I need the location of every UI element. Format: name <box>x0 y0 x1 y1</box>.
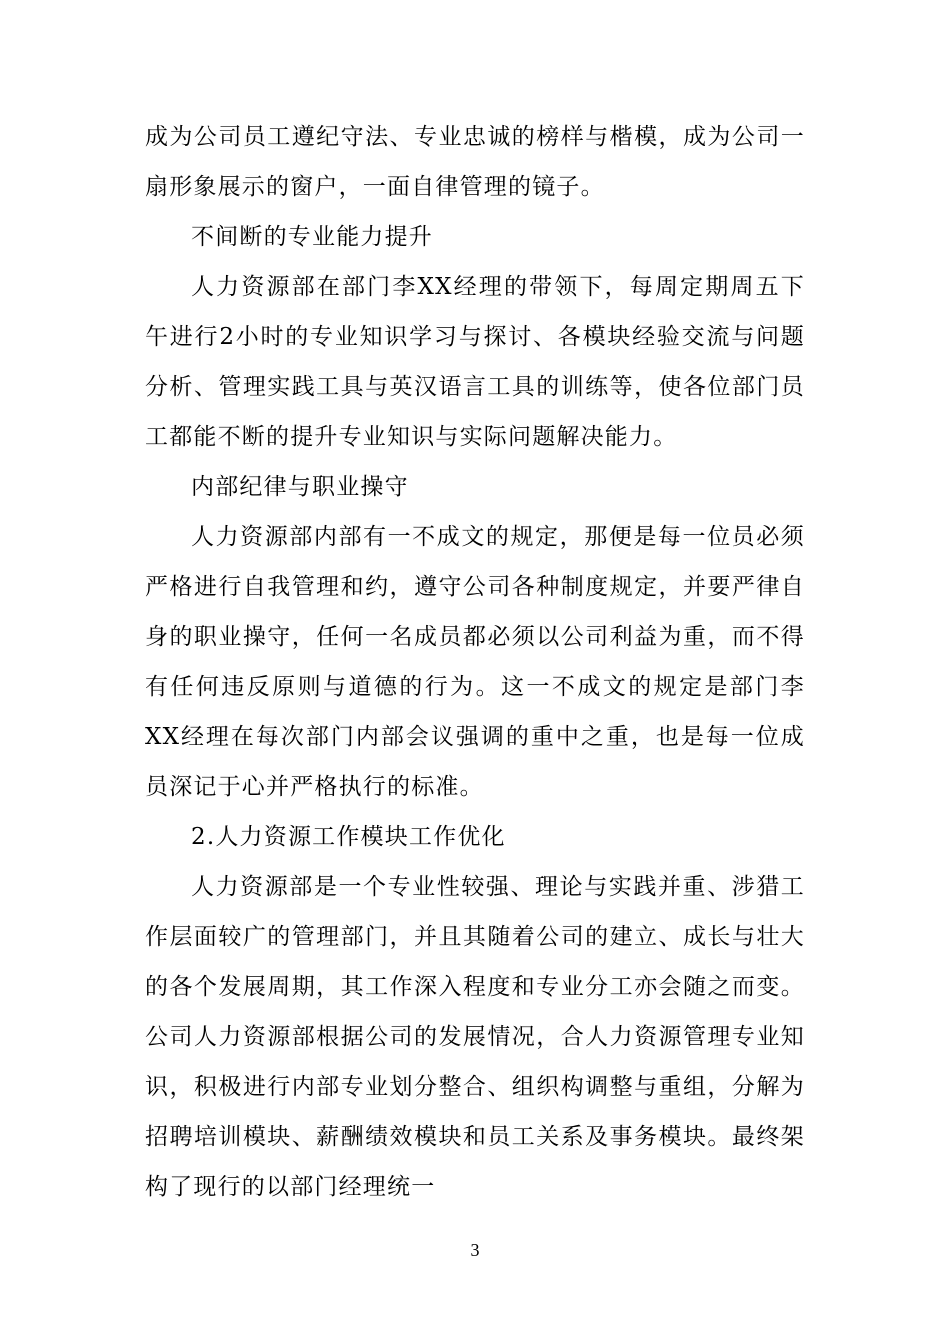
section-heading-discipline: 内部纪律与职业操守 <box>191 474 409 500</box>
paragraph-discipline: 人力资源部内部有一不成文的规定，那便是每一位员必须严格进行自我管理和约，遵守公司各种制度规定，并要严律自身的职业操守，任何一名成员都必须以公司利益为重，而不得有任何违反原则与道德的行为。这一不成文的规定是部门李XX经理在每次部门内部会议强调的重中之重，也是每一位成员深记于心并严格执行的标准。 <box>145 524 805 800</box>
body-text <box>145 112 805 1212</box>
page-number: 3 <box>470 1240 480 1260</box>
section-heading-skill-improvement: 不间断的专业能力提升 <box>191 224 433 250</box>
paragraph-continuation: 成为公司员工遵纪守法、专业忠诚的榜样与楷模，成为公司一扇形象展示的窗户，一面自律管理的镜子。 <box>145 124 805 200</box>
paragraph-skill-improvement: 人力资源部在部门李XX经理的带领下，每周定期周五下午进行2小时的专业知识学习与探讨、各模块经验交流与问题分析、管理实践工具与英汉语言工具的训练等，使各位部门员工都能不断的提升专业知识与实际问题解决能力。 <box>145 274 805 450</box>
paragraph-module-optimization: 人力资源部是一个专业性较强、理论与实践并重、涉猎工作层面较广的管理部门，并且其随着公司的建立、成长与壮大的各个发展周期，其工作深入程度和专业分工亦会随之而变。公司人力资源部根据公司的发展情况，合人力资源管理专业知识，积极进行内部专业划分整合、组织构调整与重组，分解为招聘培训模块、薪酬绩效模块和员工关系及事务模块。最终架构了现行的以部门经理统一 <box>145 874 805 1200</box>
section-heading-module-optimization: 2.人力资源工作模块工作优化 <box>191 824 506 850</box>
